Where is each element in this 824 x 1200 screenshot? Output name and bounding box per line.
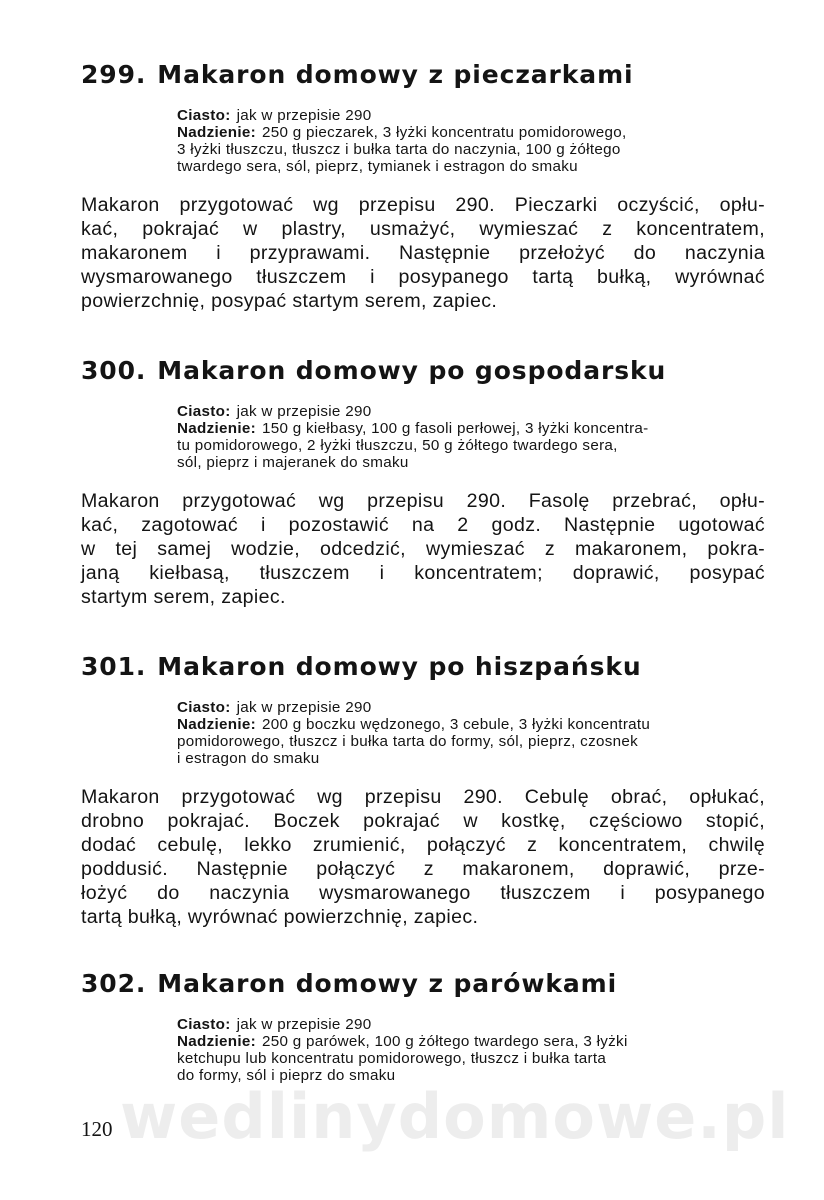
nadzienie-line: sól, pieprz i majeranek do smaku	[177, 454, 409, 471]
recipe-number: 301.	[81, 652, 147, 681]
ciasto-line	[177, 107, 767, 124]
method-line: Makaron przygotować wg przepisu 290. Fasolę przebrać, opłu-	[81, 490, 765, 512]
nadzienie-label: Nadzienie:	[177, 420, 256, 437]
ciasto-text: jak w przepisie 290	[236, 699, 372, 716]
nadzienie-line: tu pomidorowego, 2 łyżki tłuszczu, 50 g żółtego twardego sera,	[177, 437, 618, 454]
ingredients-block	[177, 107, 767, 175]
nadzienie-label: Nadzienie:	[177, 716, 256, 733]
recipe-name: Makaron domowy po gospodarsku	[157, 356, 667, 385]
recipe-title	[81, 356, 765, 386]
recipe-name: Makaron domowy z pieczarkami	[157, 60, 634, 89]
nadzienie-line: ketchupu lub koncentratu pomidorowego, tłuszcz i bułka tarta	[177, 1050, 607, 1067]
method-line: tartą bułką, wyrównać powierzchnię, zapiec.	[81, 906, 479, 928]
ciasto-line	[177, 403, 767, 420]
ingredients-block	[177, 1016, 767, 1084]
nadzienie-line: 3 łyżki tłuszczu, tłuszcz i bułka tarta do naczynia, 100 g żółtego	[177, 141, 621, 158]
method-line: w tej samej wodzie, odcedzić, wymieszać z makaronem, pokra-	[81, 538, 765, 560]
method-line: wysmarowanego tłuszczem i posypanego tartą bułką, wyrównać	[81, 266, 765, 288]
nadzienie-line	[177, 420, 767, 437]
method-paragraph	[81, 489, 765, 609]
recipe-title	[81, 60, 765, 90]
method-paragraph	[81, 785, 765, 929]
method-line: kać, pokrajać w plastry, usmażyć, wymieszać z koncentratem,	[81, 218, 765, 240]
nadzienie-line	[177, 716, 767, 733]
nadzienie-label: Nadzienie:	[177, 1033, 256, 1050]
nadzienie-text: 200 g boczku wędzonego, 3 cebule, 3 łyżki koncentratu	[261, 716, 651, 733]
ciasto-label: Ciasto:	[177, 403, 231, 420]
recipe-300	[81, 356, 765, 609]
ciasto-line	[177, 699, 767, 716]
recipe-number: 302.	[81, 969, 147, 998]
ciasto-label: Ciasto:	[177, 107, 231, 124]
recipe-name: Makaron domowy z parówkami	[157, 969, 618, 998]
method-line: dodać cebulę, lekko zrumienić, połączyć z koncentratem, chwilę	[81, 834, 765, 856]
method-line: Makaron przygotować wg przepisu 290. Cebulę obrać, opłukać,	[81, 786, 765, 808]
watermark: wedlinydomowe.pl	[120, 1080, 790, 1153]
ciasto-text: jak w przepisie 290	[236, 1016, 372, 1033]
recipe-number: 299.	[81, 60, 147, 89]
method-line: łożyć do naczynia wysmarowanego tłuszczem i posypanego	[81, 882, 765, 904]
nadzienie-text: 150 g kiełbasy, 100 g fasoli perłowej, 3 łyżki koncentra-	[261, 420, 649, 437]
method-line: startym serem, zapiec.	[81, 586, 286, 608]
nadzienie-line: pomidorowego, tłuszcz i bułka tarta do formy, sól, pieprz, czosnek	[177, 733, 638, 750]
method-line: kać, zagotować i pozostawić na 2 godz. Następnie ugotować	[81, 514, 765, 536]
nadzienie-text: 250 g parówek, 100 g żółtego twardego sera, 3 łyżki	[261, 1033, 628, 1050]
nadzienie-line: do formy, sól i pieprz do smaku	[177, 1067, 396, 1084]
recipe-title	[81, 652, 765, 682]
recipe-name: Makaron domowy po hiszpańsku	[157, 652, 642, 681]
nadzienie-text: 250 g pieczarek, 3 łyżki koncentratu pomidorowego,	[261, 124, 627, 141]
ciasto-text: jak w przepisie 290	[236, 107, 372, 124]
nadzienie-label: Nadzienie:	[177, 124, 256, 141]
nadzienie-line	[177, 1033, 767, 1050]
ingredients-block	[177, 403, 767, 471]
ciasto-label: Ciasto:	[177, 699, 231, 716]
nadzienie-line: i estragon do smaku	[177, 750, 320, 767]
recipe-302	[81, 969, 765, 1084]
ciasto-label: Ciasto:	[177, 1016, 231, 1033]
ingredients-block	[177, 699, 767, 767]
recipe-299	[81, 60, 765, 313]
recipe-title	[81, 969, 765, 999]
recipe-301	[81, 652, 765, 929]
nadzienie-line	[177, 124, 767, 141]
method-line: makaronem i przyprawami. Następnie przełożyć do naczynia	[81, 242, 765, 264]
ciasto-text: jak w przepisie 290	[236, 403, 372, 420]
recipe-number: 300.	[81, 356, 147, 385]
page-number: 120	[81, 1117, 113, 1141]
method-line: janą kiełbasą, tłuszczem i koncentratem; doprawić, posypać	[81, 562, 765, 584]
method-paragraph	[81, 193, 765, 313]
method-line: Makaron przygotować wg przepisu 290. Pieczarki oczyścić, opłu-	[81, 194, 765, 216]
method-line: powierzchnię, posypać startym serem, zapiec.	[81, 290, 498, 312]
ciasto-line	[177, 1016, 767, 1033]
nadzienie-line: twardego sera, sól, pieprz, tymianek i estragon do smaku	[177, 158, 578, 175]
method-line: drobno pokrajać. Boczek pokrajać w kostkę, częściowo stopić,	[81, 810, 765, 832]
method-line: poddusić. Następnie połączyć z makaronem, doprawić, prze-	[81, 858, 765, 880]
